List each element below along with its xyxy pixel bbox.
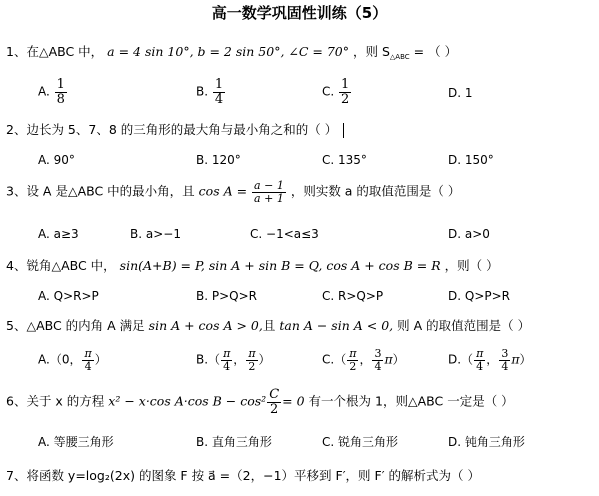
q2-option-a: A. 90°: [38, 153, 75, 167]
question-6-formula: x² − x·cos A·cos B − cos²: [108, 393, 267, 409]
q6-option-b: B. 直角三角形: [196, 435, 272, 449]
question-2: 2、边长为 5、7、8 的三角形的最大角与最小角之和的（ ）: [6, 120, 344, 138]
q1-option-b: B. $\frac{1}{4}$: [196, 77, 224, 107]
q5-option-b: B.（ $\frac{\pi}{4}$ ， $\frac{\pi}{2}$ ）: [196, 347, 271, 373]
text-cursor: [343, 123, 344, 138]
q4-option-c: C. R>Q>P: [322, 289, 384, 303]
question-5: 5、△ABC 的内角 A 满足 sin A + cos A > 0,且 tan A − sin A < 0, 则 A 的取值范围是（ ）: [6, 318, 531, 333]
question-1-formula: a = 4 sin 10°, b = 2 sin 50°, ∠C = 70°: [107, 44, 350, 59]
question-1: 1、在△ABC 中， a = 4 sin 10°, b = 2 sin 50°, ∠C = 70° ，则 $S_{\triangle ABC}$ = （ ）: [6, 44, 458, 61]
q4-option-d: D. Q>P>R: [448, 289, 510, 303]
question-3-fraction: $\frac{a - 1}{a + 1}$: [254, 179, 284, 205]
q6-option-d: D. 钝角三角形: [448, 435, 525, 449]
q3-option-d: D. a>0: [448, 227, 490, 241]
q4-option-a: A. Q>R>P: [38, 289, 99, 303]
q2-option-b: B. 120°: [196, 153, 241, 167]
q1-option-d: D. 1: [448, 86, 473, 100]
page-title: 高一数学巩固性训练（5）: [211, 4, 388, 22]
q2-option-d: D. 150°: [448, 153, 494, 167]
q1-option-a: A. $\frac{1}{8}$: [38, 77, 65, 107]
question-3: 3、设 A 是△ABC 中的最小角，且 cos A = $\frac{a - 1}{a + 1}$ ，则实数 a 的取值范围是（ ）: [6, 179, 461, 205]
q2-option-c: C. 135°: [322, 153, 367, 167]
q1-option-c: C. $\frac{1}{2}$: [322, 77, 350, 107]
question-6: 6、关于 x 的方程 x² − x·cos A·cos B − cos² $\frac{C}{2}$ = 0 有一个根为 1，则△ABC 一定是（ ）: [6, 387, 514, 417]
q3-option-a: A. a≥3: [38, 227, 79, 241]
q3-option-c: C. −1<a≤3: [250, 227, 319, 241]
question-4-formula: sin(A+B) = P, sin A + sin B = Q, cos A + cos B = R: [119, 258, 441, 273]
q3-option-b: B. a>−1: [130, 227, 181, 241]
q5-option-d: D.（ $\frac{\pi}{4}$ ， $\frac{3}{4}$ π）: [448, 347, 532, 373]
question-4: 4、锐角△ABC 中， sin(A+B) = P, sin A + sin B = Q, cos A + cos B = R ，则（ ）: [6, 258, 499, 273]
q5-option-a: A.（0， $\frac{\pi}{4}$ ）: [38, 347, 107, 373]
q5-option-c: C.（ $\frac{\pi}{2}$ ， $\frac{3}{4}$ π）: [322, 347, 405, 373]
q6-option-c: C. 锐角三角形: [322, 435, 399, 449]
q6-option-a: A. 等腰三角形: [38, 435, 114, 449]
q4-option-b: B. P>Q>R: [196, 289, 257, 303]
question-7: 7、将函数 y=log₂(2x) 的图象 F 按 a⃗ =（2，−1）平移到 F′，则 F′ 的解析式为（ ）: [6, 468, 480, 483]
